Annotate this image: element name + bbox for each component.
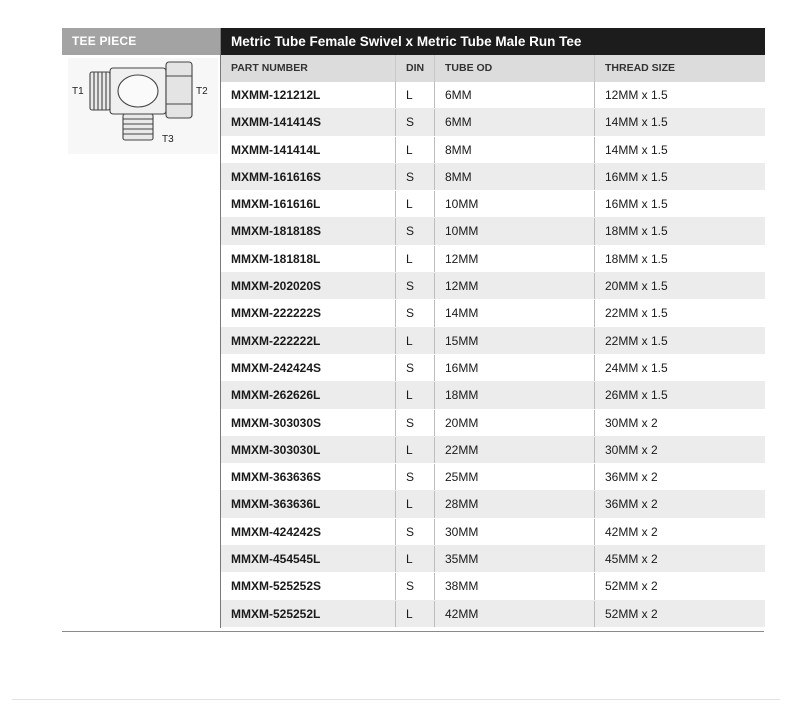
cell-part-number: MMXM-525252S (231, 579, 322, 594)
tee-piece-heading: TEE PIECE (62, 28, 220, 55)
header-tube-od: TUBE OD (434, 55, 594, 82)
cell-din: L (395, 328, 434, 354)
cell-thread-size: 45MM x 2 (594, 546, 765, 572)
table-title: Metric Tube Female Swivel x Metric Tube Male Run Tee (221, 28, 765, 55)
table-header-row (221, 55, 765, 82)
cell-din: S (395, 464, 434, 490)
cell-part-number: MMXM-181818L (231, 251, 321, 266)
cell-part-number: MMXM-161616L (231, 197, 321, 212)
cell-din: L (395, 546, 434, 572)
cell-part-number: MMXM-202020S (231, 279, 322, 294)
cell-thread-size: 36MM x 2 (594, 491, 765, 517)
cell-din: S (395, 300, 434, 326)
cell-tube-od: 42MM (434, 601, 594, 627)
cell-part-number: MMXM-242424S (231, 360, 322, 375)
cell-thread-size: 22MM x 1.5 (594, 328, 765, 354)
table-row (221, 273, 765, 300)
cell-tube-od: 30MM (434, 519, 594, 545)
cell-tube-od: 6MM (434, 82, 594, 108)
cell-tube-od: 15MM (434, 328, 594, 354)
cell-part-number: MMXM-262626L (231, 388, 321, 403)
table-row (221, 164, 765, 191)
table-row (221, 328, 765, 355)
cell-part-number: MXMM-121212L (231, 88, 321, 102)
footer-divider (12, 699, 780, 700)
cell-tube-od: 14MM (434, 300, 594, 326)
cell-tube-od: 10MM (434, 191, 594, 217)
table-row (221, 519, 765, 546)
cell-din: S (395, 218, 434, 244)
cell-din: L (395, 82, 434, 108)
table-row (221, 410, 765, 437)
tee-fitting-diagram (68, 58, 218, 154)
cell-tube-od: 8MM (434, 164, 594, 190)
cell-part-number: MMXM-181818S (231, 224, 322, 239)
cell-thread-size: 18MM x 1.5 (594, 246, 765, 272)
cell-part-number: MMXM-424242S (231, 524, 322, 539)
table-row (221, 137, 765, 164)
cell-part-number: MMXM-363636S (231, 470, 322, 485)
cell-tube-od: 12MM (434, 273, 594, 299)
cell-tube-od: 18MM (434, 382, 594, 408)
table-row (221, 573, 765, 600)
cell-tube-od: 6MM (434, 109, 594, 135)
label-t2: T2 (196, 86, 208, 97)
cell-thread-size: 14MM x 1.5 (594, 109, 765, 135)
cell-din: L (395, 137, 434, 163)
cell-tube-od: 22MM (434, 437, 594, 463)
table-row (221, 382, 765, 409)
cell-thread-size: 16MM x 1.5 (594, 164, 765, 190)
cell-din: L (395, 437, 434, 463)
cell-thread-size: 42MM x 2 (594, 519, 765, 545)
cell-tube-od: 10MM (434, 218, 594, 244)
cell-thread-size: 22MM x 1.5 (594, 300, 765, 326)
label-t1: T1 (72, 86, 84, 97)
cell-part-number: MXMM-161616S (231, 169, 322, 184)
cell-din: S (395, 410, 434, 436)
cell-din: L (395, 601, 434, 627)
table-row (221, 491, 765, 518)
cell-thread-size: 36MM x 2 (594, 464, 765, 490)
cell-din: L (395, 191, 434, 217)
cell-din: L (395, 382, 434, 408)
cell-din: S (395, 109, 434, 135)
cell-tube-od: 12MM (434, 246, 594, 272)
cell-part-number: MMXM-222222S (231, 306, 322, 321)
table-body (221, 82, 765, 628)
table-row (221, 218, 765, 245)
table-row (221, 601, 765, 628)
cell-tube-od: 8MM (434, 137, 594, 163)
cell-tube-od: 25MM (434, 464, 594, 490)
cell-thread-size: 18MM x 1.5 (594, 218, 765, 244)
cell-thread-size: 16MM x 1.5 (594, 191, 765, 217)
cell-part-number: MMXM-303030S (231, 415, 322, 430)
cell-din: S (395, 355, 434, 381)
table-row (221, 437, 765, 464)
cell-part-number: MXMM-141414L (231, 142, 321, 157)
table-row (221, 546, 765, 573)
cell-thread-size: 14MM x 1.5 (594, 137, 765, 163)
cell-thread-size: 52MM x 2 (594, 573, 765, 599)
cell-thread-size: 12MM x 1.5 (594, 82, 765, 108)
table-bottom-rule (62, 631, 764, 632)
table-row (221, 300, 765, 327)
cell-din: S (395, 573, 434, 599)
cell-din: S (395, 164, 434, 190)
header-din: DIN (395, 55, 434, 82)
cell-part-number: MMXM-363636L (231, 497, 321, 512)
table-row (221, 355, 765, 382)
parts-table (220, 28, 765, 628)
table-row (221, 82, 765, 109)
cell-din: L (395, 491, 434, 517)
cell-thread-size: 30MM x 2 (594, 437, 765, 463)
header-part-number: PART NUMBER (231, 62, 308, 74)
cell-part-number: MMXM-454545L (231, 552, 321, 567)
cell-tube-od: 20MM (434, 410, 594, 436)
cell-thread-size: 30MM x 2 (594, 410, 765, 436)
table-row (221, 109, 765, 136)
cell-tube-od: 35MM (434, 546, 594, 572)
cell-part-number: MXMM-141414S (231, 115, 322, 130)
label-t3: T3 (162, 134, 174, 145)
table-row (221, 246, 765, 273)
cell-tube-od: 38MM (434, 573, 594, 599)
cell-din: S (395, 273, 434, 299)
cell-thread-size: 20MM x 1.5 (594, 273, 765, 299)
header-thread-size: THREAD SIZE (594, 55, 765, 82)
cell-tube-od: 28MM (434, 491, 594, 517)
cell-tube-od: 16MM (434, 355, 594, 381)
table-row (221, 464, 765, 491)
table-row (221, 191, 765, 218)
cell-part-number: MMXM-525252L (231, 606, 321, 621)
cell-thread-size: 24MM x 1.5 (594, 355, 765, 381)
cell-part-number: MMXM-303030L (231, 442, 321, 457)
cell-thread-size: 52MM x 2 (594, 601, 765, 627)
cell-din: S (395, 519, 434, 545)
cell-din: L (395, 246, 434, 272)
cell-part-number: MMXM-222222L (231, 333, 321, 348)
cell-thread-size: 26MM x 1.5 (594, 382, 765, 408)
tee-piece-panel (62, 28, 220, 145)
